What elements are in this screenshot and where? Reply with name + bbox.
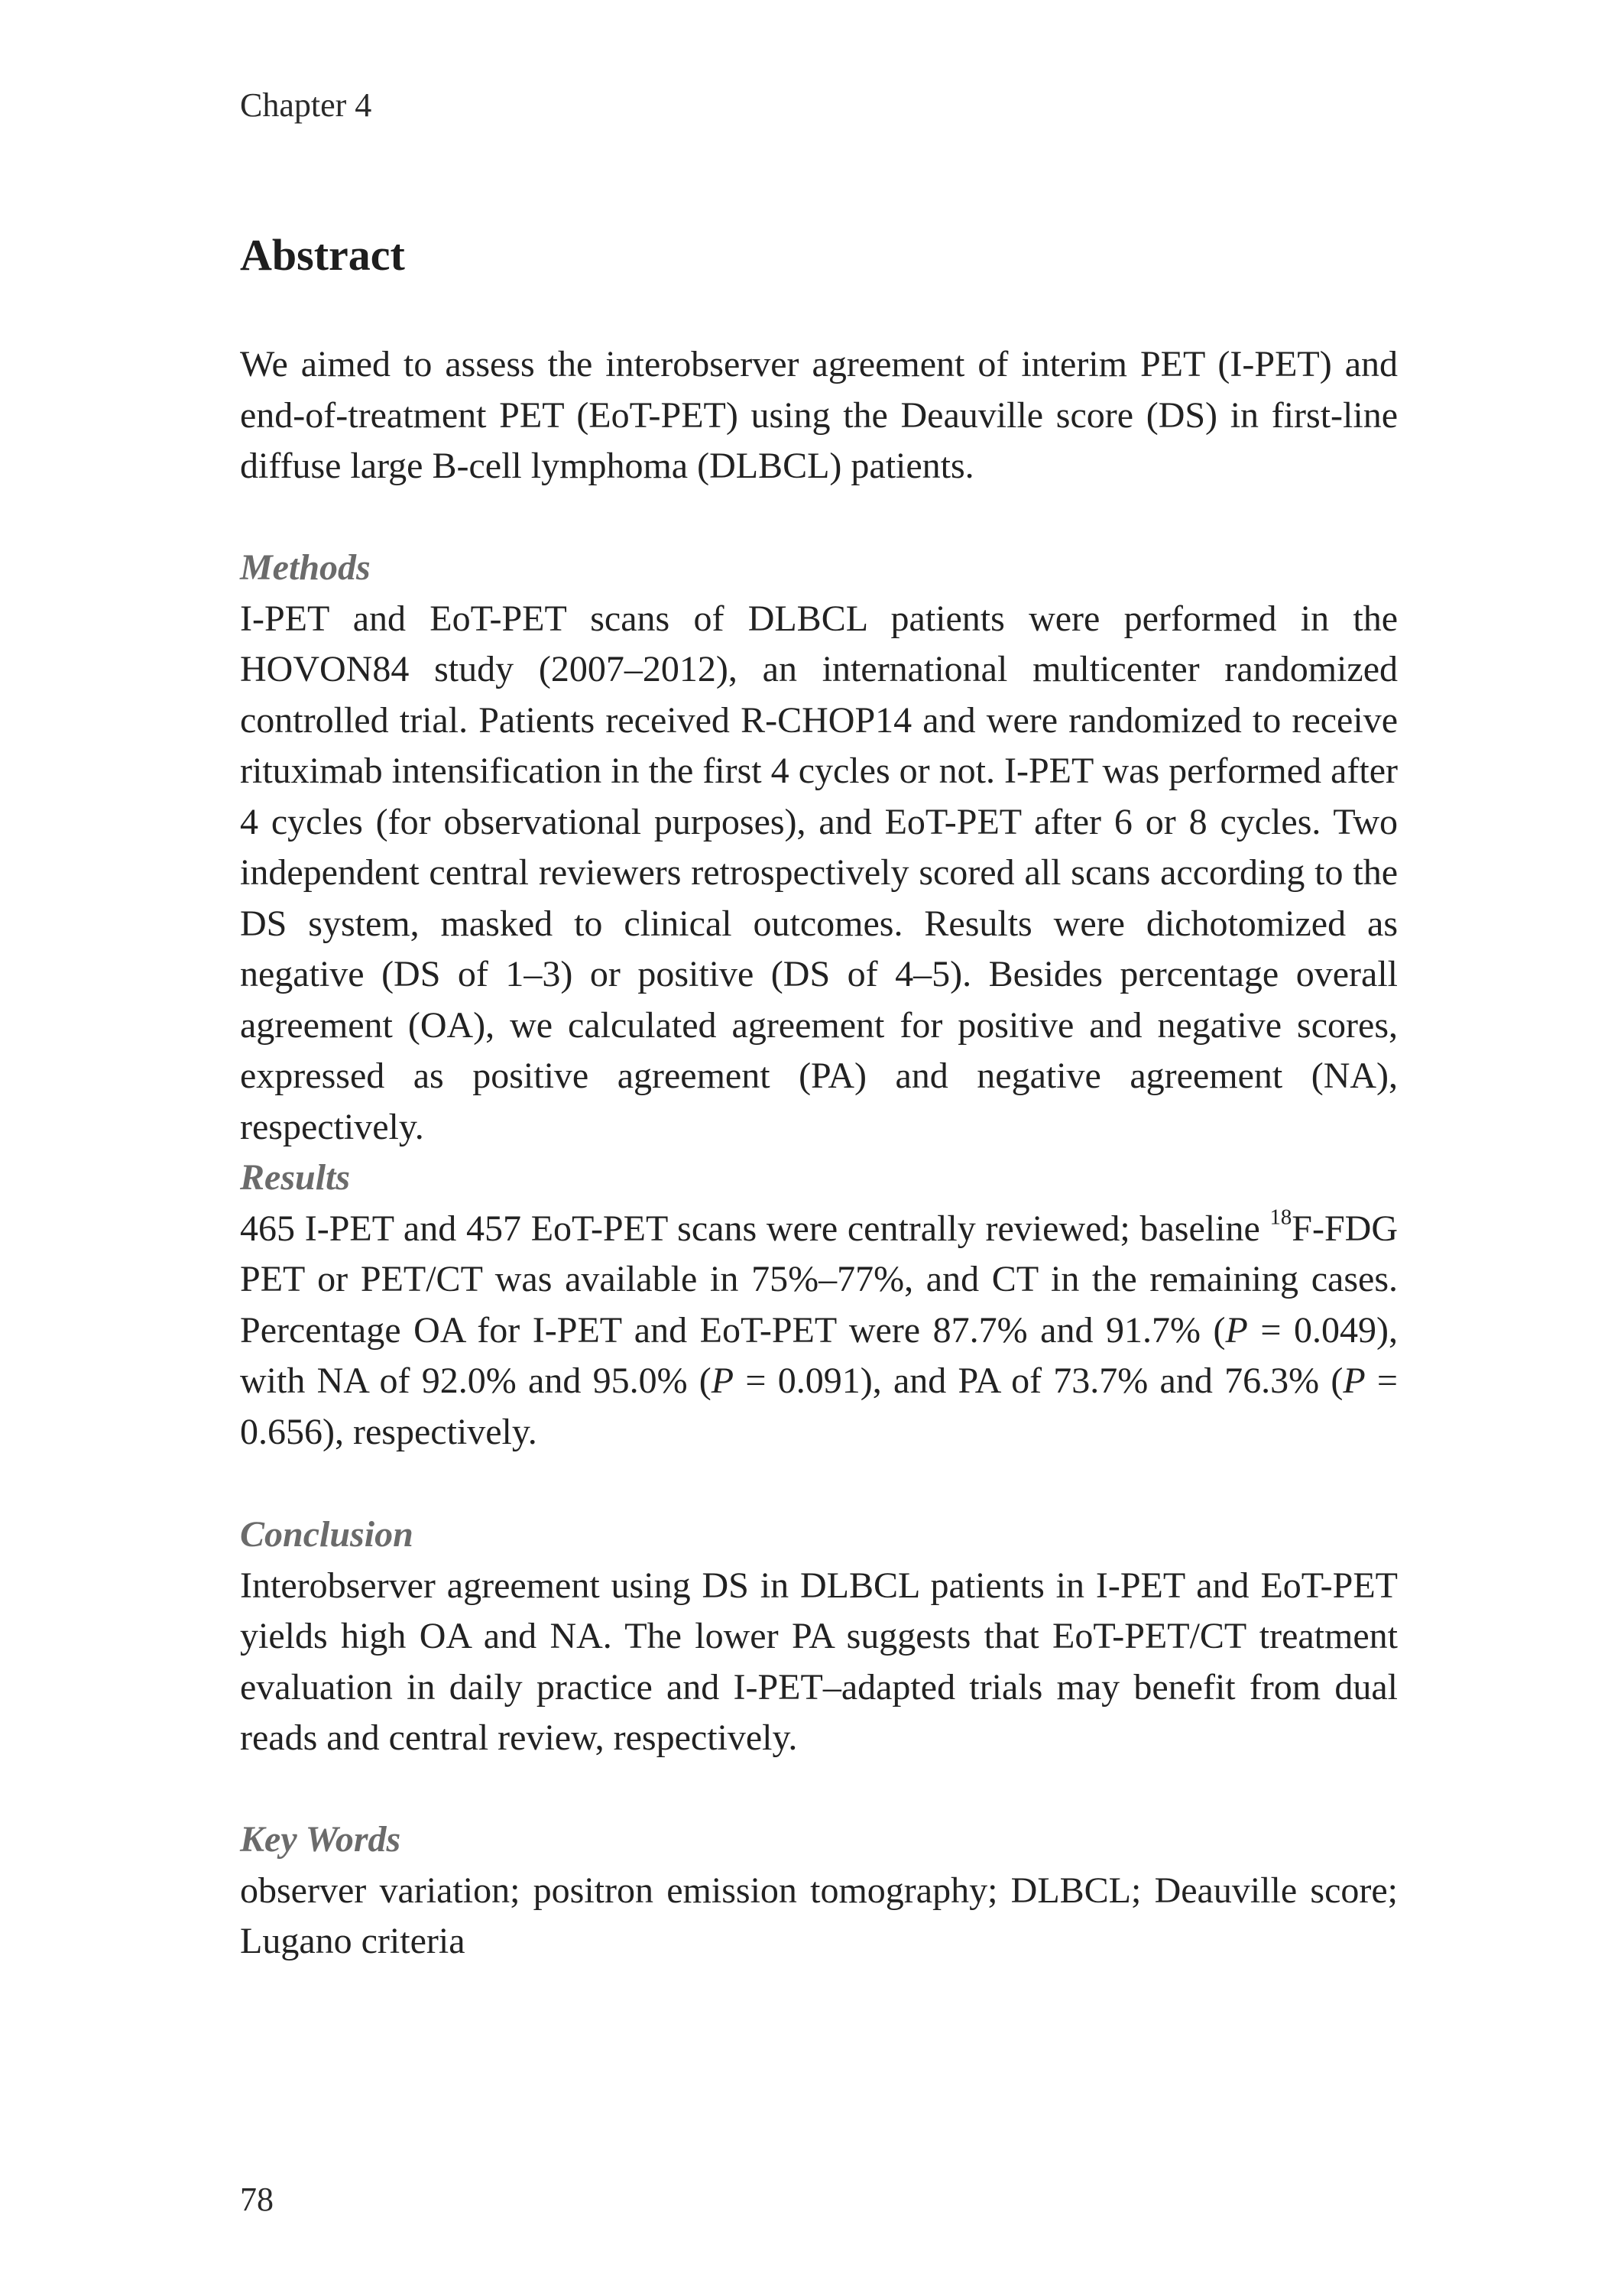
methods-heading: Methods bbox=[240, 547, 371, 588]
running-head: Chapter 4 bbox=[240, 86, 372, 124]
keywords-heading: Key Words bbox=[240, 1819, 401, 1860]
keywords-section bbox=[240, 1815, 1398, 1967]
results-text-part-1: 465 I-PET and 457 EoT-PET scans were centrally reviewed; baseline bbox=[240, 1208, 1270, 1249]
isotope-superscript: 18 bbox=[1269, 1204, 1292, 1229]
conclusion-text: Interobserver agreement using DS in DLBCL patients in I-PET and EoT-PET yields high OA and NA. The lower PA suggests that EoT-PET/CT treatment evaluation in daily practice and I-PET–adapted trials may benefit from dual reads and central review, respectively. bbox=[240, 1565, 1398, 1758]
p-value-symbol: P bbox=[1225, 1309, 1248, 1351]
results-text-part-3: = 0.049), with NA of 92.0% and 95.0% ( bbox=[240, 1309, 1398, 1401]
results-text-part-2: F-FDG PET or PET/CT was available in 75%–77%, and CT in the remaining cases. Percentage OA for I-PET and EoT-PET were 87.7% and 91.7% ( bbox=[240, 1208, 1398, 1351]
results-text bbox=[240, 1204, 1398, 1458]
results-heading: Results bbox=[240, 1157, 351, 1198]
results-text-part-4: = 0.091), and PA of 73.7% and 76.3% ( bbox=[734, 1361, 1344, 1401]
abstract-intro: We aimed to assess the interobserver agreement of interim PET (I-PET) and end-of-treatment PET (EoT-PET) using the Deauville score (DS) in first-line diffuse large B-cell lymphoma (DLBCL) patients. bbox=[240, 344, 1398, 486]
results-text-part-5: = 0.656), respectively. bbox=[240, 1361, 1398, 1452]
results-section bbox=[240, 1153, 1398, 1458]
methods-text: I-PET and EoT-PET scans of DLBCL patients were performed in the HOVON84 study (2007–2012), an international multicenter randomized controlled trial. Patients received R-CHOP14 and were randomized to receive rituximab intensification in the first 4 cycles or not. I-PET was performed after 4 cycles (for observational purposes), and EoT-PET after 6 or 8 cycles. Two independent central reviewers retrospectively scored all scans according to the DS system, masked to clinical outcomes. Results were dichotomized as negative (DS of 1–3) or positive (DS of 4–5). Besides percentage overall agreement (OA), we calculated agreement for positive and negative scores, expressed as positive agreement (PA) and negative agreement (NA), respectively. bbox=[240, 598, 1398, 1147]
abstract-title: Abstract bbox=[240, 230, 405, 280]
page-number: 78 bbox=[240, 2181, 274, 2218]
p-value-symbol: P bbox=[1343, 1361, 1366, 1401]
methods-section bbox=[240, 543, 1398, 1153]
conclusion-section bbox=[240, 1510, 1398, 1764]
conclusion-heading: Conclusion bbox=[240, 1514, 413, 1555]
keywords-text: observer variation; positron emission tomography; DLBCL; Deauville score; Lugano criteria bbox=[240, 1870, 1398, 1961]
p-value-symbol: P bbox=[711, 1361, 734, 1401]
